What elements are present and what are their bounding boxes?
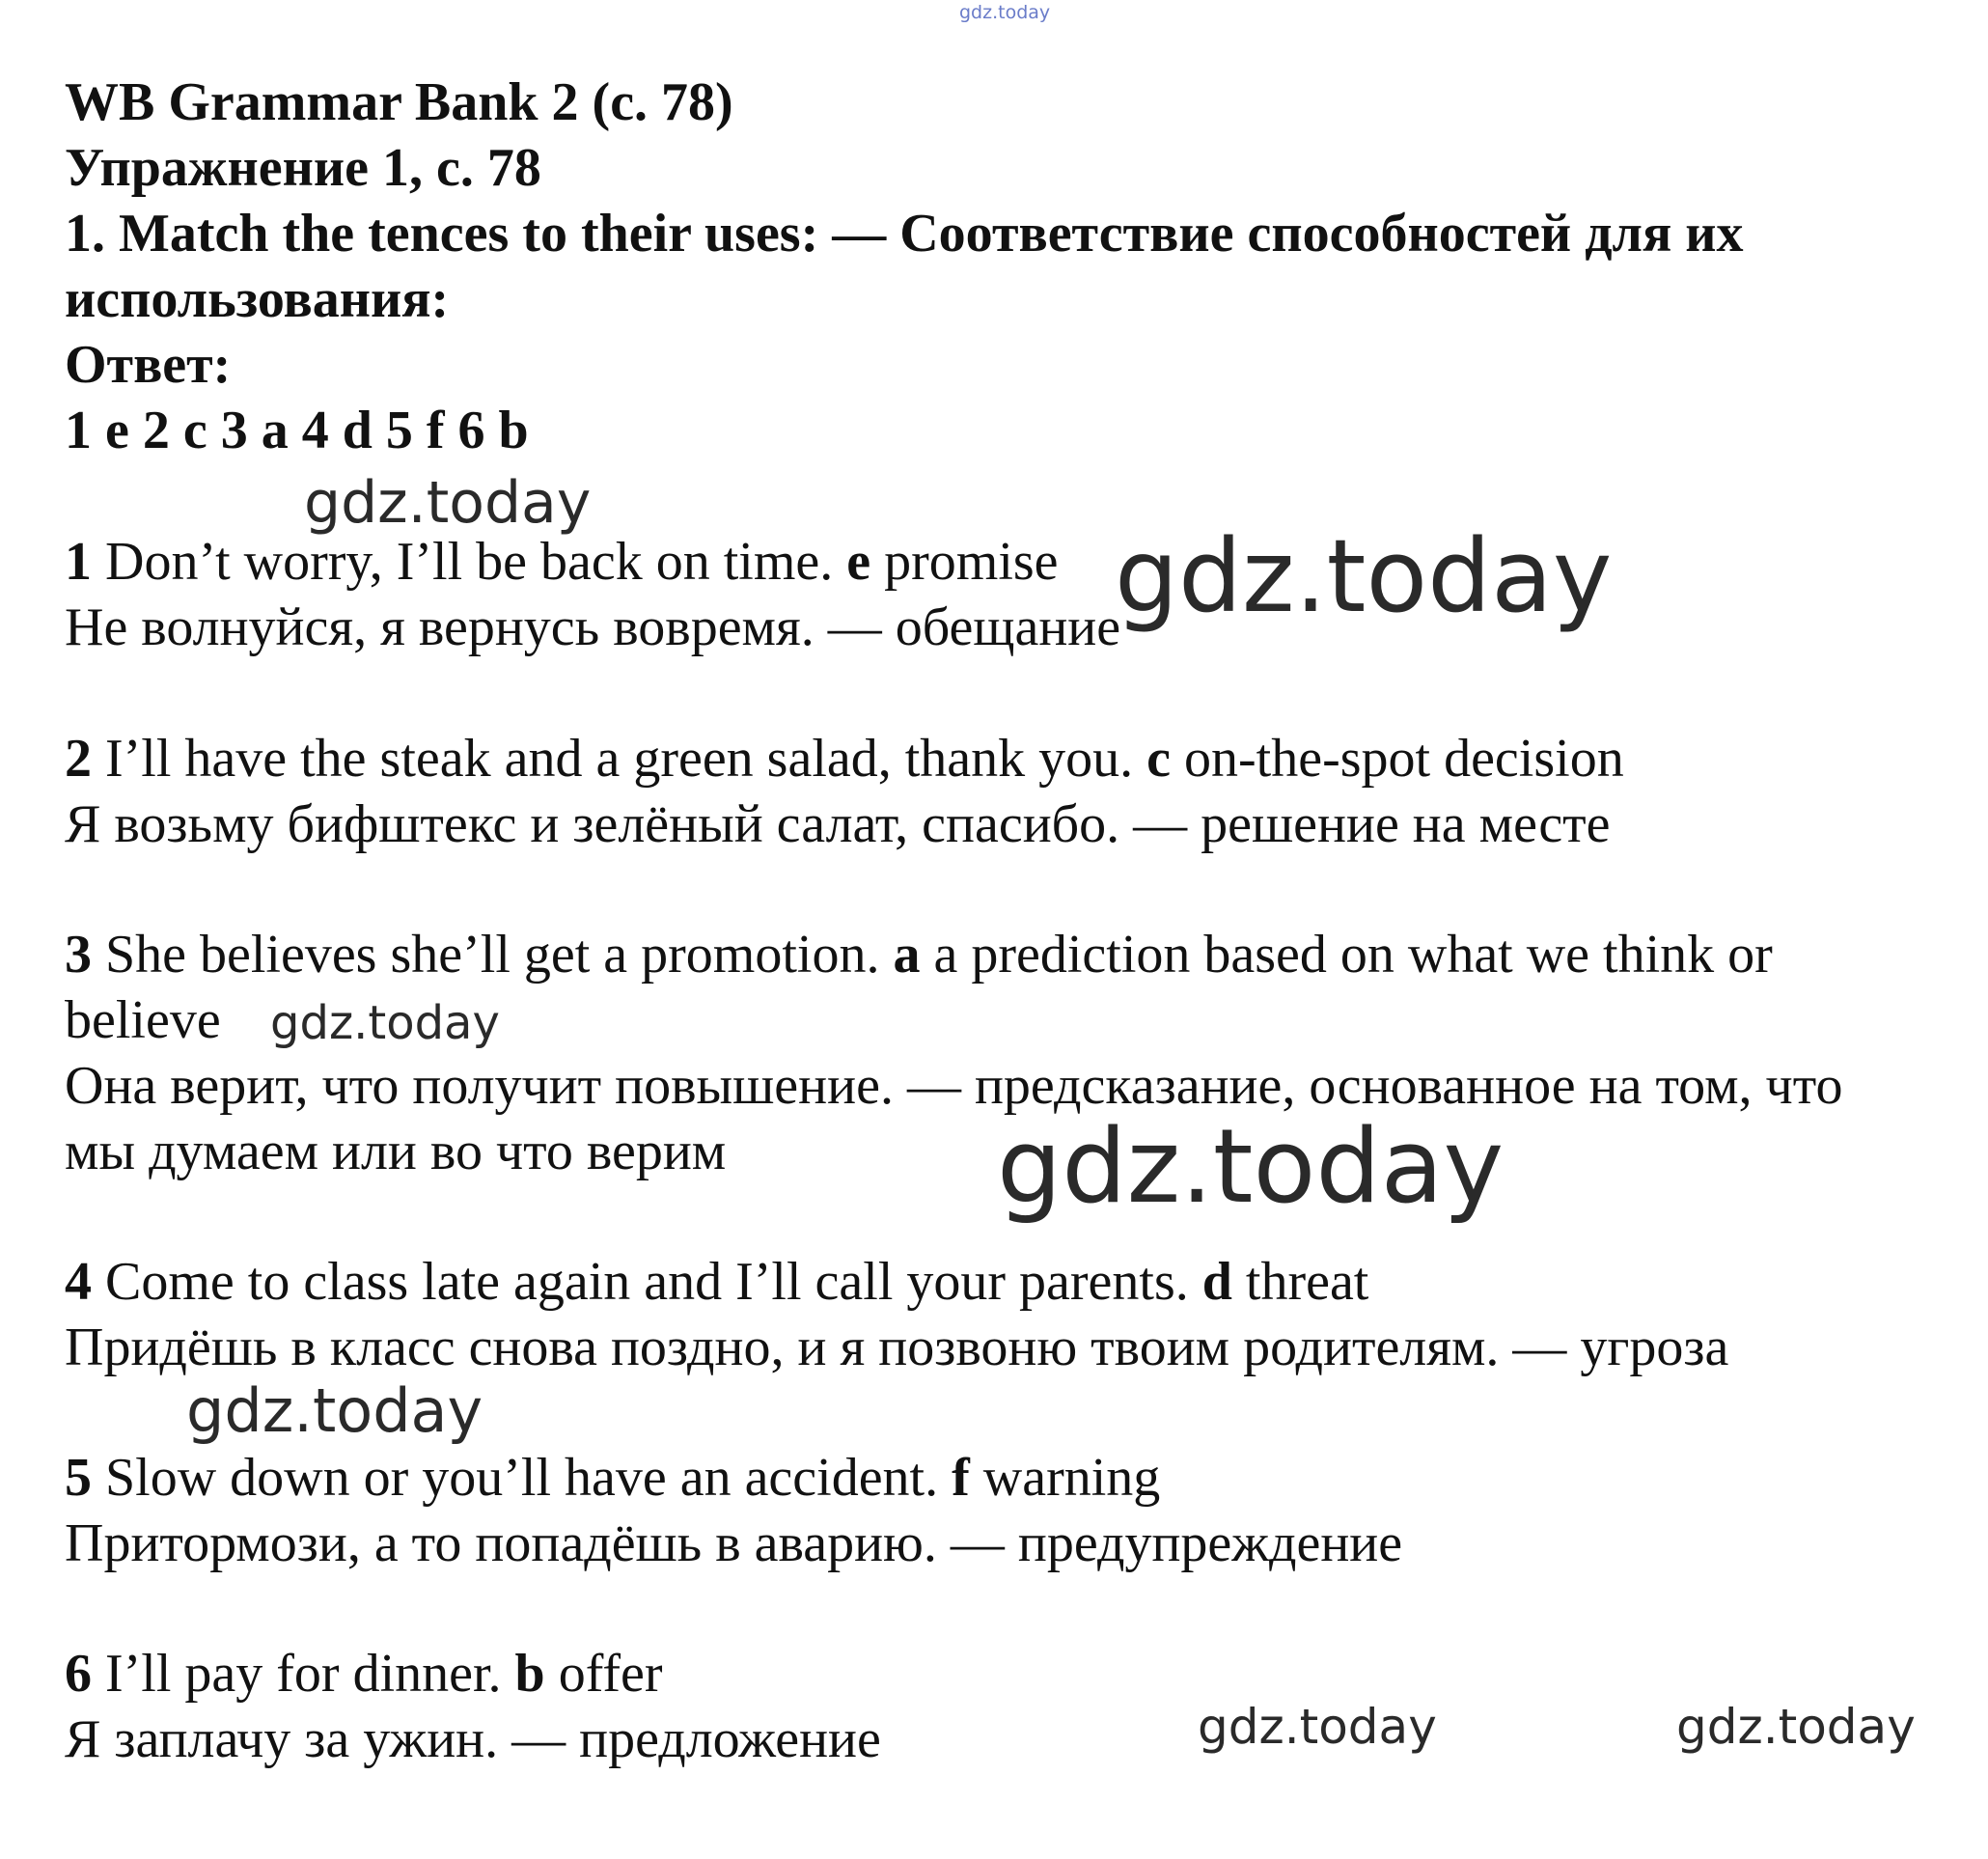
item-1-ru: Не волнуйся, я вернусь вовремя. — обещание [65,597,1121,657]
exercise-heading: Упражнение 1, с. 78 [65,138,541,198]
item-letter: c [1146,729,1172,789]
item-2-ru: Я возьму бифштекс и зелёный салат, спасибо. — решение на месте [65,794,1611,854]
item-number: 5 [65,1448,92,1508]
item-6-en [65,1641,663,1706]
item-4-ru: Придёшь в класс снова поздно, и я позвоню твоим родителям. — угроза [65,1318,1729,1377]
item-sentence: Come to class late again and I’ll call your parents. [92,1252,1202,1312]
page-title: WB Grammar Bank 2 (с. 78) [65,72,733,132]
item-use: threat [1231,1252,1369,1312]
answer-key: 1 e 2 c 3 a 4 d 5 f 6 b [65,401,529,460]
task-line-1: 1. Match the tences to their uses: — Соответствие способностей для их [65,204,1744,264]
task-line-2: использования: [65,269,450,329]
item-3-ru: Она верит, что получит повышение. — предсказание, основанное на том, что [65,1056,1843,1116]
item-5-ru: Притормози, а то попадёшь в аварию. — предупреждение [65,1513,1403,1573]
item-number: 3 [65,925,92,985]
item-use: on-the-spot decision [1171,729,1624,789]
item-sentence: Don’t worry, I’ll be back on time. [92,532,847,592]
answer-label: Ответ: [65,335,232,395]
item-number: 6 [65,1644,92,1704]
item-3-en [65,922,1773,987]
watermark: gdz.today [270,996,500,1050]
watermark: gdz.today [1115,517,1613,635]
item-letter: e [846,532,871,592]
item-4-en [65,1249,1368,1315]
item-letter: f [952,1448,970,1508]
item-5-en [65,1445,1160,1511]
watermark: gdz.today [304,469,592,537]
item-3-en-cont: believe [65,990,221,1050]
watermark-top: gdz.today [959,2,1051,23]
item-use: offer [544,1644,663,1704]
item-letter: b [514,1644,545,1704]
item-sentence: Slow down or you’ll have an accident. [92,1448,953,1508]
item-2-en [65,726,1624,791]
item-6-ru: Я заплачу за ужин. — предложение [65,1709,881,1769]
watermark: gdz.today [186,1375,483,1446]
item-sentence: I’ll have the steak and a green salad, thank you. [92,729,1147,789]
item-3-ru-cont: мы думаем или во что верим [65,1122,727,1181]
watermark: gdz.today [1676,1699,1916,1755]
item-sentence: She believes she’ll get a promotion. [92,925,894,985]
item-letter: a [893,925,921,985]
item-use: warning [969,1448,1161,1508]
item-number: 4 [65,1252,92,1312]
item-use: a prediction based on what we think or [920,925,1773,985]
item-sentence: I’ll pay for dinner. [92,1644,515,1704]
item-number: 1 [65,532,92,592]
item-letter: d [1201,1252,1232,1312]
item-number: 2 [65,729,92,789]
watermark: gdz.today [1198,1699,1437,1755]
watermark: gdz.today [997,1107,1505,1226]
item-1-en [65,529,1059,595]
item-use: promise [870,532,1059,592]
